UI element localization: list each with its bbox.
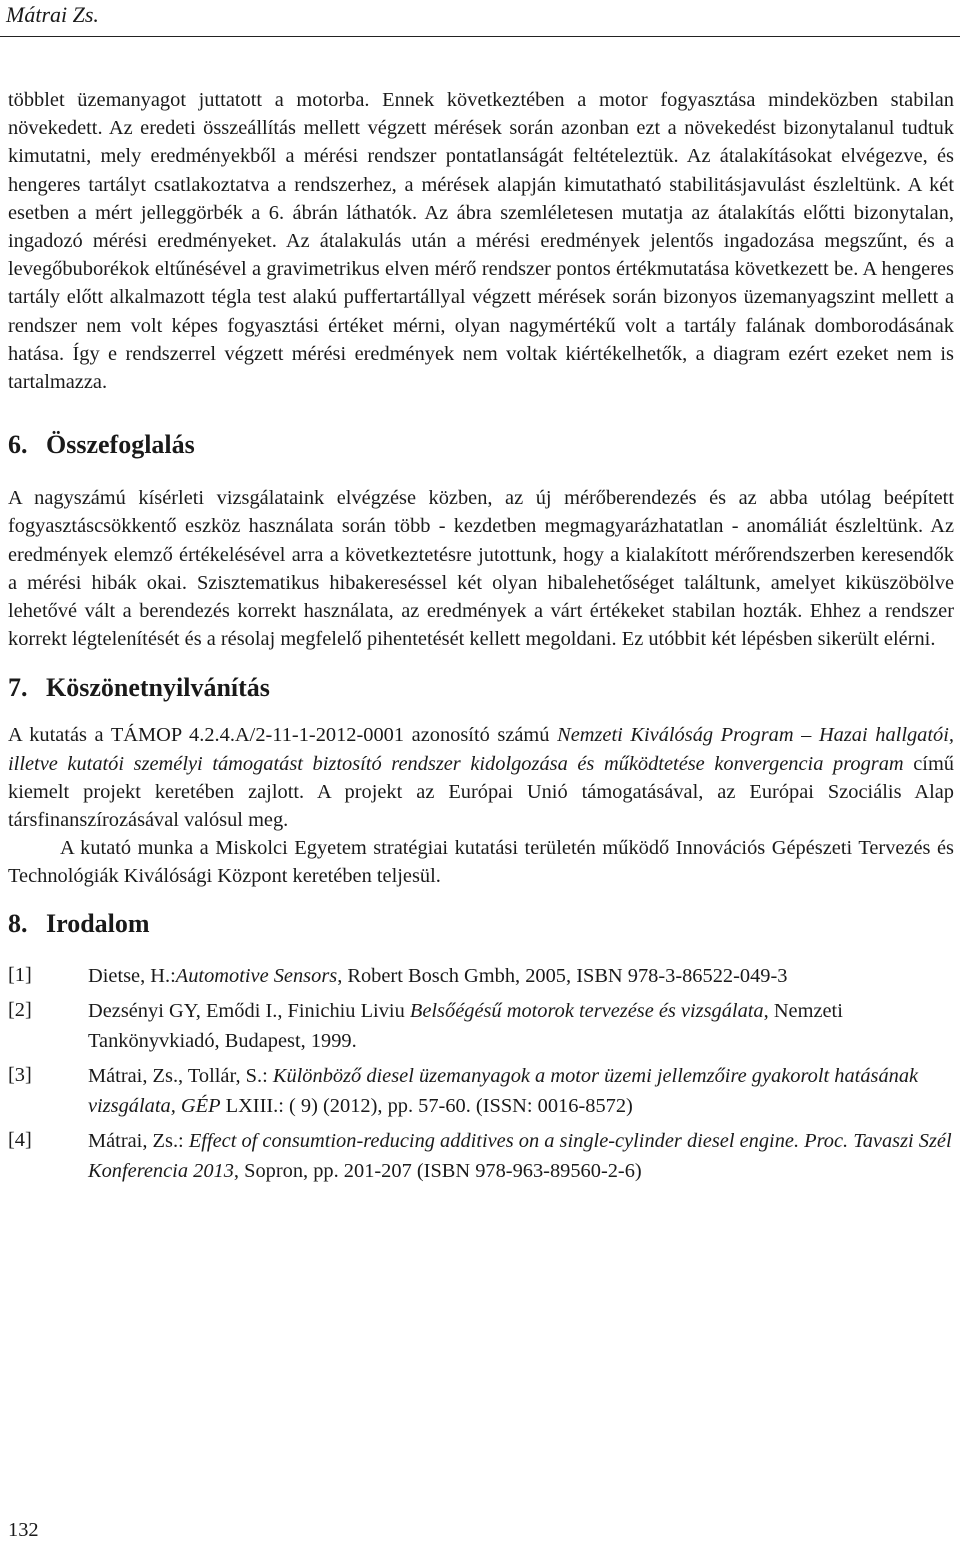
reference-item bbox=[8, 1126, 954, 1186]
header-rule bbox=[0, 36, 960, 37]
page-body bbox=[8, 86, 954, 1191]
section-number: 6. bbox=[8, 430, 28, 460]
ref-title: Effect of consumtion-reducing additives on a single-cylinder diesel engine. Proc. Tavaszi Szél Konferencia 2013 bbox=[88, 1129, 952, 1182]
section-heading-acknowledgements bbox=[8, 673, 954, 703]
ack-text-lead: A kutatás a TÁMOP 4.2.4.A/2-11-1-2012-0001 azonosító számú bbox=[8, 724, 558, 747]
ref-details: , Robert Bosch Gmbh, 2005, ISBN 978-3-86522-049-3 bbox=[337, 964, 788, 987]
ack-program-name: Nemzeti Kiválóság Program – Hazai hallgatói, illetve kutatói személyi támogatást biztosító rendszer kidolgozása és működtetése konvergencia program bbox=[8, 724, 954, 775]
reference-item bbox=[8, 961, 954, 991]
reference-number: [1] bbox=[8, 963, 32, 986]
reference-number: [2] bbox=[8, 998, 32, 1021]
section-title: Összefoglalás bbox=[46, 430, 195, 460]
section-heading-references bbox=[8, 909, 954, 939]
ref-details: LXIII.: ( 9) (2012), pp. 57-60. (ISSN: 0016-8572) bbox=[220, 1094, 633, 1117]
reference-text bbox=[88, 996, 954, 1056]
ref-authors: Dezsényi GY, Emődi I., Finichiu Liviu bbox=[88, 999, 410, 1022]
reference-item bbox=[8, 1061, 954, 1121]
ref-authors: Dietse, H.: bbox=[88, 964, 176, 987]
section-title: Köszönetnyilvánítás bbox=[46, 673, 270, 703]
acknowledgement-paragraph bbox=[8, 721, 954, 834]
ref-title: Belsőégésű motorok tervezése és vizsgálata bbox=[409, 999, 764, 1022]
reference-number: [4] bbox=[8, 1128, 32, 1151]
reference-number: [3] bbox=[8, 1063, 32, 1086]
ref-details: , Sopron, pp. 201-207 (ISBN 978-963-89560-2-6) bbox=[233, 1159, 642, 1182]
ref-title: Különböző diesel üzemanyagok a motor üzemi jellemzőire gyakorolt hatásának vizsgálata, GÉP bbox=[88, 1064, 919, 1117]
summary-paragraph: A nagyszámú kísérleti vizsgálataink elvégzése közben, az új mérőberendezés és az abba utólag beépített fogyasztáscsökkentő eszköz használata során több - kezdetben megmagyarázhatatlan - anomáliát észleltünk. Az eredmények elemző értékelésével arra a következtetésre jutottunk, hogy a kialakított mérőrendszerben keresendők a mérési hibák okai. Szisztematikus hibakereséssel két olyan hibalehetőséget találtunk, amelyet kiküszöbölve lehetővé vált a berendezés korrekt használata, az eredmények a várt értékeket stabilan hozták. Ehhez a rendszer korrekt légtelenítését és a résolaj megfelelő pihentetését kellett megoldani. Ez utóbbit két lépésben sikerült elérni. bbox=[8, 487, 954, 651]
running-head-author: Mátrai Zs. bbox=[6, 2, 99, 27]
reference-text bbox=[88, 1061, 954, 1121]
acknowledgement-paragraph-2: A kutató munka a Miskolci Egyetem stratégiai kutatási területén működő Innovációs Gépészeti Tervezés és Technológiák Kiválósági Központ keretében teljesül. bbox=[8, 837, 954, 888]
reference-item bbox=[8, 996, 954, 1056]
reference-text bbox=[88, 1126, 954, 1186]
body-paragraph: többlet üzemanyagot juttatott a motorba. Ennek következtében a motor fogyasztása mindeközben stabilan növekedett. Az eredeti összeállítás mellett végzett mérések során azonban ezt a növekedést bizonytalanul tudtuk kimutatni, mely eredményekből a mérési rendszer pontatlanságát feltételeztük. Az átalakításokat elvégezve, és hengeres tartályt csatlakoztatva a rendszerhez, a mérések alapján kimutatható stabilitásjavulást észleltünk. A két esetben a mért jelleggörbék a 6. ábrán láthatók. Az ábra szemléletesen mutatja az átalakítás előtti bizonytalan, ingadozó mérési eredményeket. Az átalakulás után a mérési eredmények jelentős ingadozása megszűnt, és a levegőbuborékok eltűnésével a gravimetrikus elven mérő rendszer pontos értékmutatása következett be. A hengeres tartály előtt alkalmazott tégla test alakú puffertartállyal végzett mérések során bizonyos üzemanyagszint mellett a rendszer nem volt képes fogyasztási értéket mérni, olyan nagymértékű volt a tartály falának domborodásának hatása. Így e rendszerrel végzett mérési eredmények nem voltak kiértékelhetők, a diagram ezért ezeket nem is tartalmazza. bbox=[8, 89, 954, 394]
ref-title: Automotive Sensors bbox=[175, 964, 338, 987]
section-number: 8. bbox=[8, 908, 28, 938]
reference-list bbox=[8, 961, 954, 1186]
ref-authors: Mátrai, Zs., Tollár, S.: bbox=[88, 1064, 273, 1087]
ref-details: , Nemzeti Tankönyvkiadó, Budapest, 1999. bbox=[88, 999, 843, 1052]
section-heading-summary bbox=[8, 430, 954, 460]
ack-text-tail: című kiemelt projekt keretében zajlott. A projekt az Európai Unió támogatásával, az Európai Szociális Alap társfinanszírozásával valósul meg. bbox=[8, 752, 954, 832]
section-gap bbox=[8, 396, 954, 430]
page-number: 132 bbox=[8, 1519, 39, 1541]
section-title: Irodalom bbox=[46, 908, 150, 938]
section-number: 7. bbox=[8, 673, 28, 703]
ref-authors: Mátrai, Zs.: bbox=[88, 1129, 189, 1152]
reference-text bbox=[88, 961, 954, 991]
